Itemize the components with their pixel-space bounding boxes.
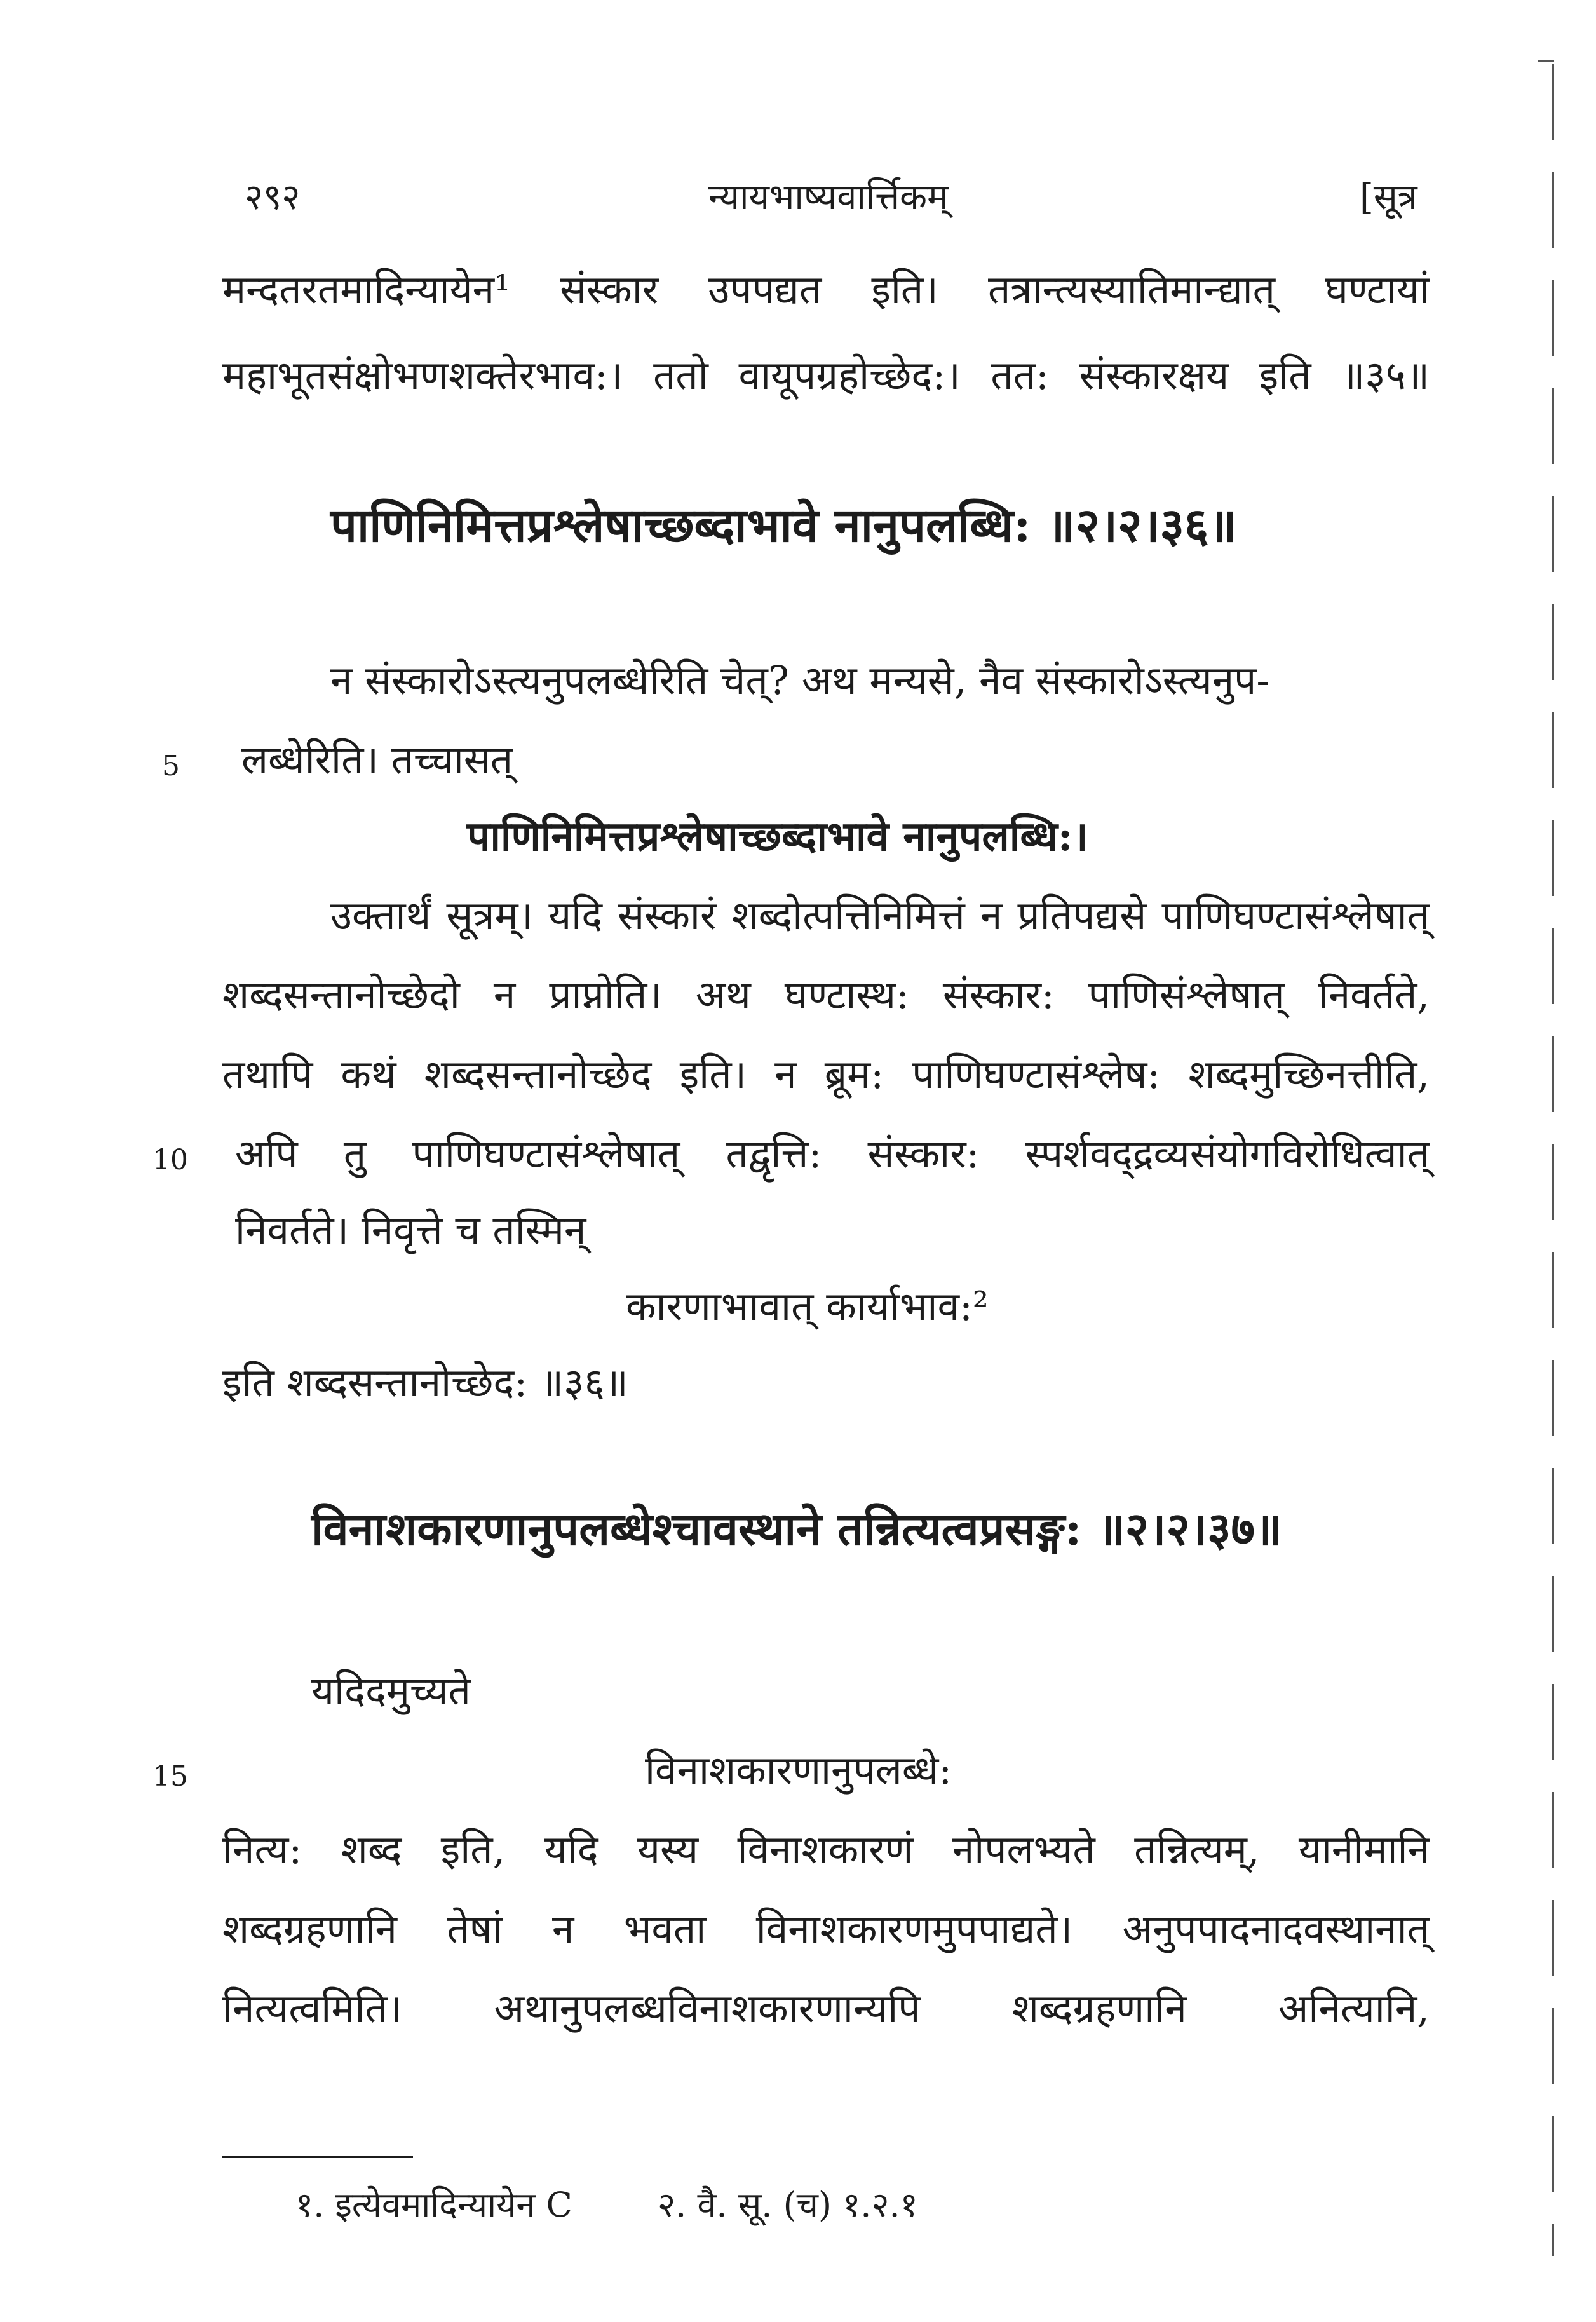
sutra-heading: विनाशकारणानुपलब्धेश्चावस्थाने तन्नित्यत्वप्रसङ्ग: ॥२।२।३७॥ [311, 1502, 1283, 1556]
margin-tick [1538, 60, 1554, 62]
text-line: यदिदमुच्यते [311, 1667, 471, 1714]
pratika-line: विनाशकारणानुपलब्धे: [645, 1747, 952, 1793]
text-line: अपि तु पाणिघण्टासंश्लेषात् तद्वृत्ति: संस्कार: स्पर्शवद्द्रव्यसंयोगविरोधित्वात् [235, 1130, 1430, 1177]
text-line: महाभूतसंक्षोभणशक्तेरभाव:। ततो वायूपग्रहोच्छेद:। तत: संस्कारक्षय इति ॥३५॥ [222, 352, 1430, 398]
text-line: मन्दतरतमादिन्यायेन¹ संस्कार उपपद्यत इति। तत्रान्त्यस्यातिमान्द्यात् घण्टायां [222, 266, 1430, 313]
line-number: 5 [162, 750, 180, 782]
text-line: इति शब्दसन्तानोच्छेद: ॥३६॥ [222, 1359, 628, 1406]
sutra-heading: पाणिनिमित्तप्रश्लेषाच्छब्दाभावे नानुपलब्धि: ॥२।२।३६॥ [330, 498, 1237, 553]
section-marker: [सूत्र [1360, 177, 1417, 218]
line-number: 15 [152, 1760, 188, 1793]
footnote-rule [222, 2156, 413, 2158]
text-line: निवर्तते। निवृत्ते च तस्मिन् [235, 1207, 586, 1253]
pratika-heading: पाणिनिमित्तप्रश्लेषाच्छब्दाभावे नानुपलब्धि:। [467, 813, 1088, 860]
quote-line: कारणाभावात् कार्याभाव:² [626, 1283, 989, 1329]
text-line: नित्यत्वमिति। अथानुपलब्धविनाशकारणान्यपि शब्दग्रहणानि अनित्यानि, [222, 1985, 1430, 2032]
text-line: उक्तार्थं सूत्रम्। यदि संस्कारं शब्दोत्पत्तिनिमित्तं न प्रतिपद्यसे पाणिघण्टासंश्लेषात् [330, 892, 1430, 939]
text-line: तथापि कथं शब्दसन्तानोच्छेद इति। न ब्रूम: पाणिघण्टासंश्लेष: शब्दमुच्छिनत्तीति, [222, 1051, 1430, 1097]
text-line: शब्दग्रहणानि तेषां न भवता विनाशकारणमुपपाद्यते। अनुपपादनादवस्थानात् [222, 1906, 1430, 1952]
text-line: नित्य: शब्द इति, यदि यस्य विनाशकारणं नोपलभ्यते तन्नित्यम्, यानीमानि [222, 1826, 1430, 1873]
text-line: शब्दसन्तानोच्छेदो न प्राप्नोति। अथ घण्टास्थ: संस्कार: पाणिसंश्लेषात् निवर्तते, [222, 972, 1430, 1018]
footnote-2: २. वै. सू. (च) १.२.१ [658, 2185, 918, 2225]
text-line: लब्धेरिति। तच्चासत् [241, 737, 513, 783]
line-number: 10 [152, 1144, 188, 1176]
page-number: २९२ [245, 177, 301, 218]
footnote-1: १. इत्येवमादिन्यायेन C [295, 2185, 572, 2225]
running-title: न्यायभाष्यवार्त्तिकम् [708, 177, 949, 218]
margin-line [1552, 64, 1554, 2256]
text-line: न संस्कारोऽस्त्यनुपलब्धेरिति चेत्? अथ मन्यसे, नैव संस्कारोऽस्त्यनुप- [330, 657, 1270, 703]
